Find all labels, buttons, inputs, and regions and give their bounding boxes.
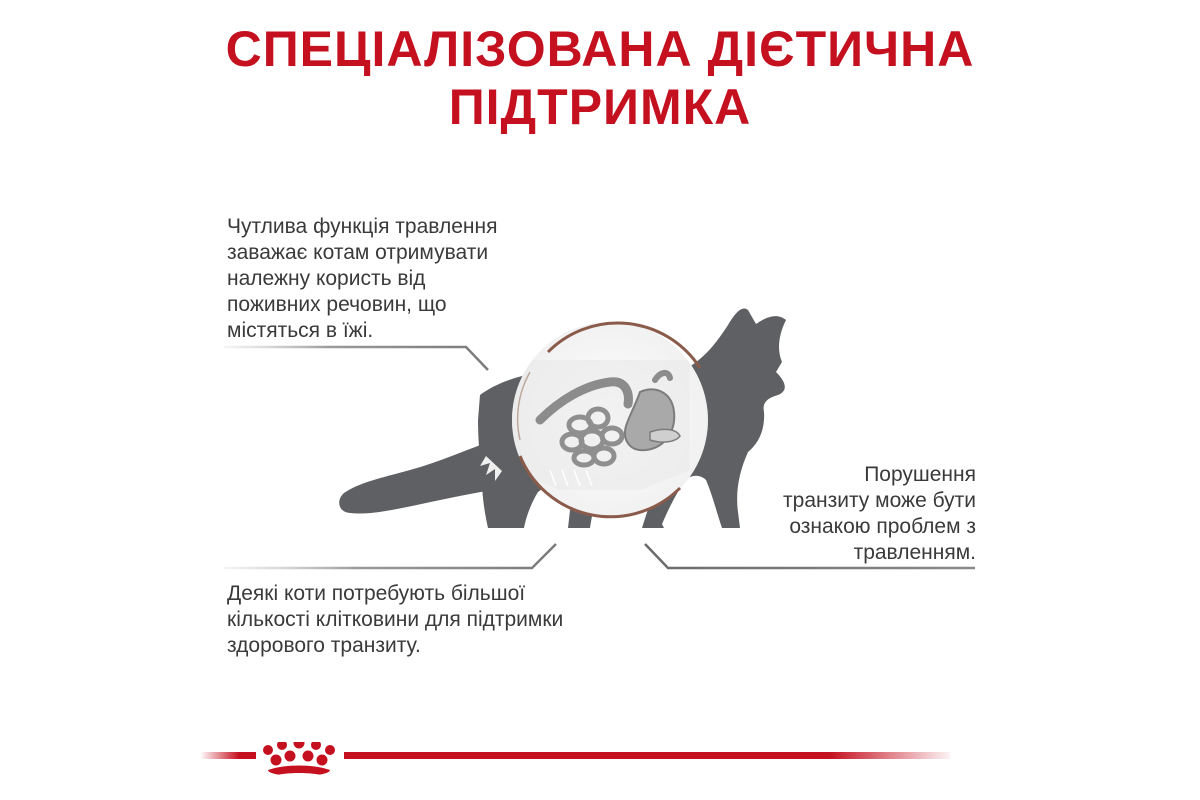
callout-line: транзиту може бути — [783, 489, 976, 512]
page-title-line-1: СПЕЦІАЛІЗОВАНА ДІЄТИЧНА — [225, 21, 975, 77]
callout-line: Чутлива функція травлення — [227, 215, 498, 238]
callout-line: заважає котам отримувати — [227, 241, 489, 264]
footer-bar-right — [344, 752, 950, 759]
callout-line: Порушення — [864, 463, 976, 486]
digestive-system-circle — [512, 322, 708, 518]
footer-bar-left — [200, 752, 256, 759]
callout-line: містяться в їжі. — [227, 319, 374, 342]
callout-line: кількості клітковини для підтримки — [227, 608, 564, 631]
callout-line: поживних речовин, що — [227, 293, 447, 316]
callout-line: травленням. — [853, 541, 976, 564]
callout-line: здорового транзиту. — [227, 634, 421, 657]
royal-canin-crown-logo-icon — [263, 742, 335, 780]
callout-line: ознакою проблем з — [789, 515, 976, 538]
footer-brand-bar — [0, 742, 1200, 782]
page-title-line-2: ПІДТРИМКА — [448, 79, 752, 135]
callout-line: Деякі коти потребують більшої — [227, 582, 526, 605]
callout-line: належну користь від — [227, 267, 426, 290]
